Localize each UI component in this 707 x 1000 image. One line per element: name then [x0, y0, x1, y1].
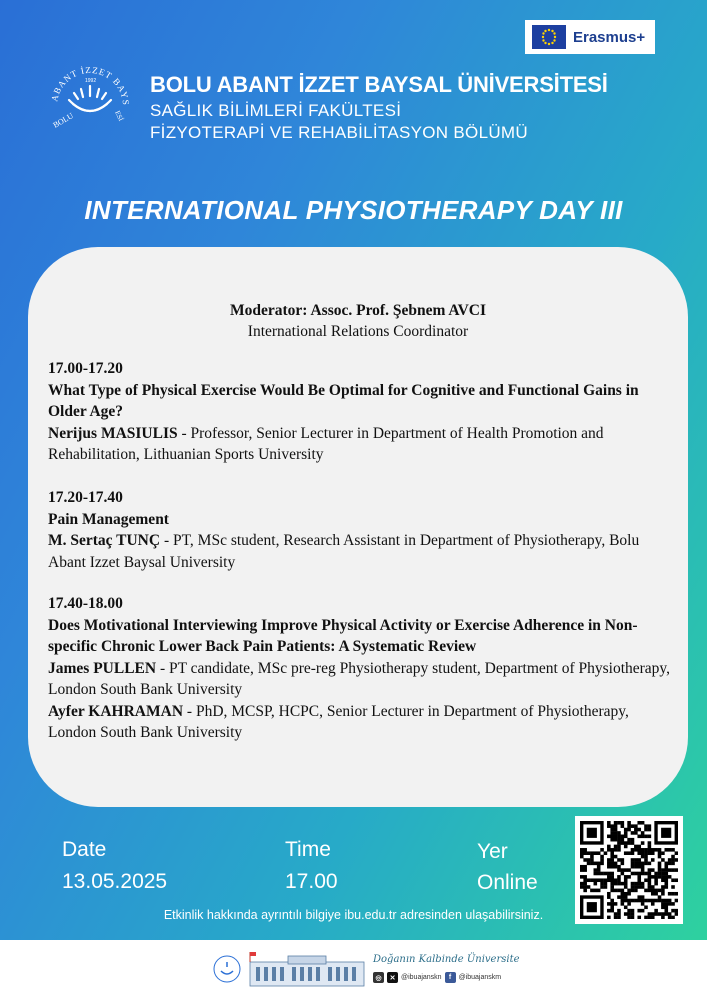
date-value: 13.05.2025	[62, 870, 168, 893]
session-topic: What Type of Physical Exercise Would Be Optimal for Cognitive and Functional Gains in Older Age?	[48, 381, 639, 420]
social-handle: @ibuajanskn	[401, 974, 442, 981]
time-value: 17.00	[285, 870, 338, 893]
x-icon[interactable]: ✕	[387, 972, 398, 983]
footer-building-illustration	[248, 952, 366, 988]
place-value: Online	[477, 871, 538, 894]
speaker-name: M. Sertaç TUNÇ	[48, 532, 161, 549]
moderator-block	[28, 300, 688, 342]
speaker-name: Ayfer KAHRAMAN	[48, 702, 184, 720]
speaker-name: Nerijus MASIULIS	[48, 424, 178, 442]
speaker	[48, 701, 673, 744]
svg-text:ESİ: ESİ	[113, 109, 125, 123]
erasmus-label: Erasmus+	[573, 28, 646, 46]
date-label: Date	[62, 838, 107, 861]
speaker	[48, 658, 673, 701]
department-name: FİZYOTERAPİ VE REHABİLİTASYON BÖLÜMÜ	[150, 123, 528, 142]
footer-slogan: Doğanın Kalbinde Üniversite	[373, 954, 520, 965]
eu-flag-icon	[532, 25, 566, 49]
speaker-name: James PULLEN	[48, 659, 157, 677]
time-label: Time	[285, 838, 331, 861]
footer	[0, 940, 707, 1000]
moderator-role: International Relations Coordinator	[247, 323, 469, 340]
speaker-description: - PhD, MCSP, HCPC, Senior Lecturer in Department of Physiotherapy, London South Bank University	[48, 702, 629, 741]
info-notice: Etkinlik hakkında ayrıntılı bilgiye ibu.edu.tr adresinden ulaşabilirsiniz.	[163, 908, 544, 922]
session-topic: Does Motivational Interviewing Improve Physical Activity or Exercise Adherence in Non-specific Chronic Lower Back Pain Patients: A Systematic Review	[48, 616, 638, 655]
place-label: Yer	[477, 840, 508, 863]
session-2	[48, 487, 673, 573]
moderator-line: Moderator: Assoc. Prof. Şebnem AVCI	[229, 302, 486, 319]
speaker	[48, 423, 673, 466]
instagram-icon[interactable]: ◎	[373, 972, 384, 983]
facebook-icon[interactable]: f	[445, 972, 456, 983]
svg-text:BOLU: BOLU	[51, 111, 75, 130]
session-time: 17.20-17.40	[48, 489, 123, 506]
university-seal-logo	[45, 62, 135, 140]
speaker	[48, 530, 673, 573]
svg-text:ABANT İZZET BAYSAL ÜNİV: ABANT İZZET BAYS	[49, 64, 132, 107]
session-1	[48, 358, 673, 466]
speaker-description: - PT candidate, MSc pre-reg Physiotherapy student, Department of Physiotherapy, London South Bank University	[48, 659, 671, 698]
program-card	[28, 247, 688, 807]
footer-seal-icon	[212, 954, 242, 984]
session-time: 17.40-18.00	[48, 595, 123, 612]
university-header	[150, 70, 608, 144]
svg-text:1992: 1992	[85, 78, 97, 84]
session-time: 17.00-17.20	[48, 360, 123, 377]
social-handle: @ibuajanskm	[458, 974, 502, 981]
event-title: INTERNATIONAL PHYSIOTHERAPY DAY III	[84, 195, 623, 225]
session-3	[48, 593, 673, 744]
faculty-name: SAĞLIK BİLİMLERİ FAKÜLTESİ	[150, 101, 402, 120]
university-name: BOLU ABANT İZZET BAYSAL ÜNİVERSİTESİ	[150, 72, 608, 97]
footer-social	[373, 972, 501, 983]
session-topic: Pain Management	[48, 510, 169, 528]
speaker-description: - Professor, Senior Lecturer in Department of Health Promotion and Rehabilitation, Lithuanian Sports University	[48, 424, 604, 463]
speaker-description: - PT, MSc student, Research Assistant in Department of Physiotherapy, Bolu Abant Izzet Baysal University	[48, 532, 640, 571]
erasmus-badge	[525, 20, 655, 54]
qr-code[interactable]	[575, 816, 683, 924]
